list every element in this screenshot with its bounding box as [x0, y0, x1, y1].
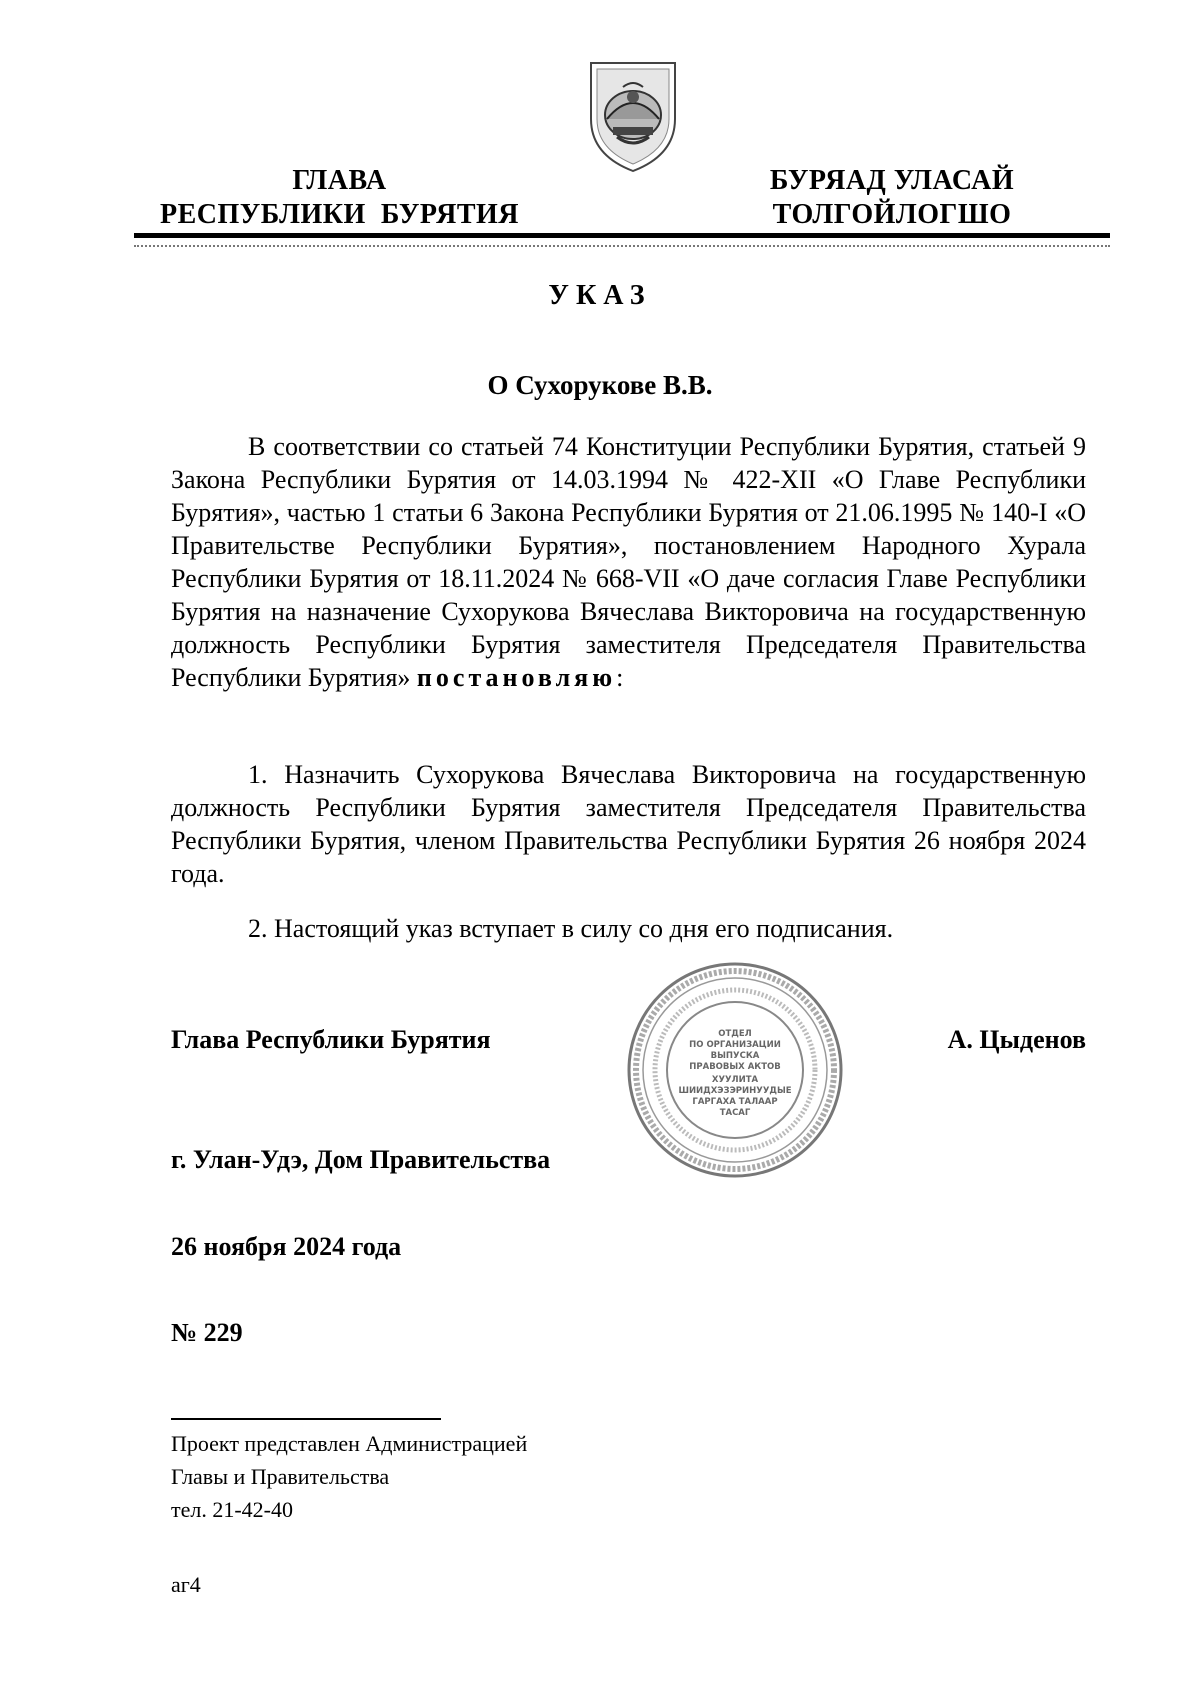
- footer-line-1: Проект представлен Администрацией: [171, 1431, 528, 1456]
- official-seal-icon: [625, 960, 845, 1180]
- decree-colon: :: [616, 663, 624, 692]
- seal-text-1: ОТДЕЛ: [718, 1029, 752, 1039]
- signing-place: г. Улан-Удэ, Дом Правительства: [171, 1145, 551, 1174]
- header-right-line1: БУРЯАД УЛАСАЙ: [769, 165, 1015, 196]
- seal-text-5: ХУУЛИТА: [711, 1075, 759, 1085]
- preamble-text: В соответствии со статьей 74 Конституции Республики Бурятия, статьей 9 Закона Республики Бурятия от 14.03.1994 № 422-XII «О Главе Республики Бурятия», частью 1 статьи 6 Закона Республики Бурятия от 21.06.1995 № 140-I «О Правительстве Республики Бурятия», постановлением Народного Хурала Республики Бурятия от 18.11.2024 № 668-VII «О даче согласия Главе Республики Бурятия на назначение Сухорукова Вячеслава Викторовича на государственную должность Республики Бурятия заместителя Председателя Правительства Республики Бурятия»: [171, 432, 1086, 692]
- seal-text-7: ГАРГАХА ТАЛААР: [692, 1097, 778, 1107]
- signing-date: 26 ноября 2024 года: [171, 1232, 402, 1261]
- footer-note: [171, 1427, 527, 1526]
- decree-number: № 229: [171, 1318, 243, 1347]
- document-title: УКАЗ: [548, 280, 652, 311]
- footer-line-2: Главы и Правительства: [171, 1464, 390, 1489]
- document-subject: О Сухорукове В.В.: [487, 370, 713, 400]
- item-1-paragraph: 1. Назначить Сухорукова Вячеслава Викторовича на государственную должность Республики Бурятия заместителя Председателя Правительства Республики Бурятия, членом Правительства Республики Бурятия 26 ноября 2024 года.: [171, 760, 1086, 888]
- footer-line-3: тел. 21-42-40: [171, 1497, 294, 1522]
- header-right: [712, 164, 1072, 232]
- seal-text-6: ШИИДХЭЗЭРИНУУДЫЕ: [678, 1086, 792, 1096]
- footer-divider: [171, 1418, 441, 1420]
- header-left: [132, 164, 547, 232]
- item-2-paragraph: 2. Настоящий указ вступает в силу со дня его подписания.: [248, 914, 894, 943]
- decree-word: постановляю: [416, 663, 617, 692]
- signature-title: Глава Республики Бурятия: [171, 1025, 491, 1054]
- seal-text-8: ТАСАГ: [719, 1108, 751, 1118]
- header-right-line2: ТОЛГОЙЛОГШО: [772, 199, 1012, 230]
- seal-text-3: ВЫПУСКА: [710, 1051, 760, 1061]
- seal-text-4: ПРАВОВЫХ АКТОВ: [689, 1062, 781, 1072]
- seal-text-2: ПО ОРГАНИЗАЦИИ: [689, 1040, 781, 1050]
- signature-name: А. Цыденов: [947, 1025, 1086, 1054]
- header-divider-thick: [134, 233, 1110, 238]
- document-code: аг4: [171, 1572, 201, 1597]
- header-left-line1: ГЛАВА: [292, 165, 387, 196]
- header-divider-thin: [134, 245, 1110, 247]
- preamble-paragraph: [171, 430, 1086, 694]
- header-left-line2: РЕСПУБЛИКИ БУРЯТИЯ: [159, 199, 520, 230]
- coat-of-arms-icon: [583, 57, 683, 174]
